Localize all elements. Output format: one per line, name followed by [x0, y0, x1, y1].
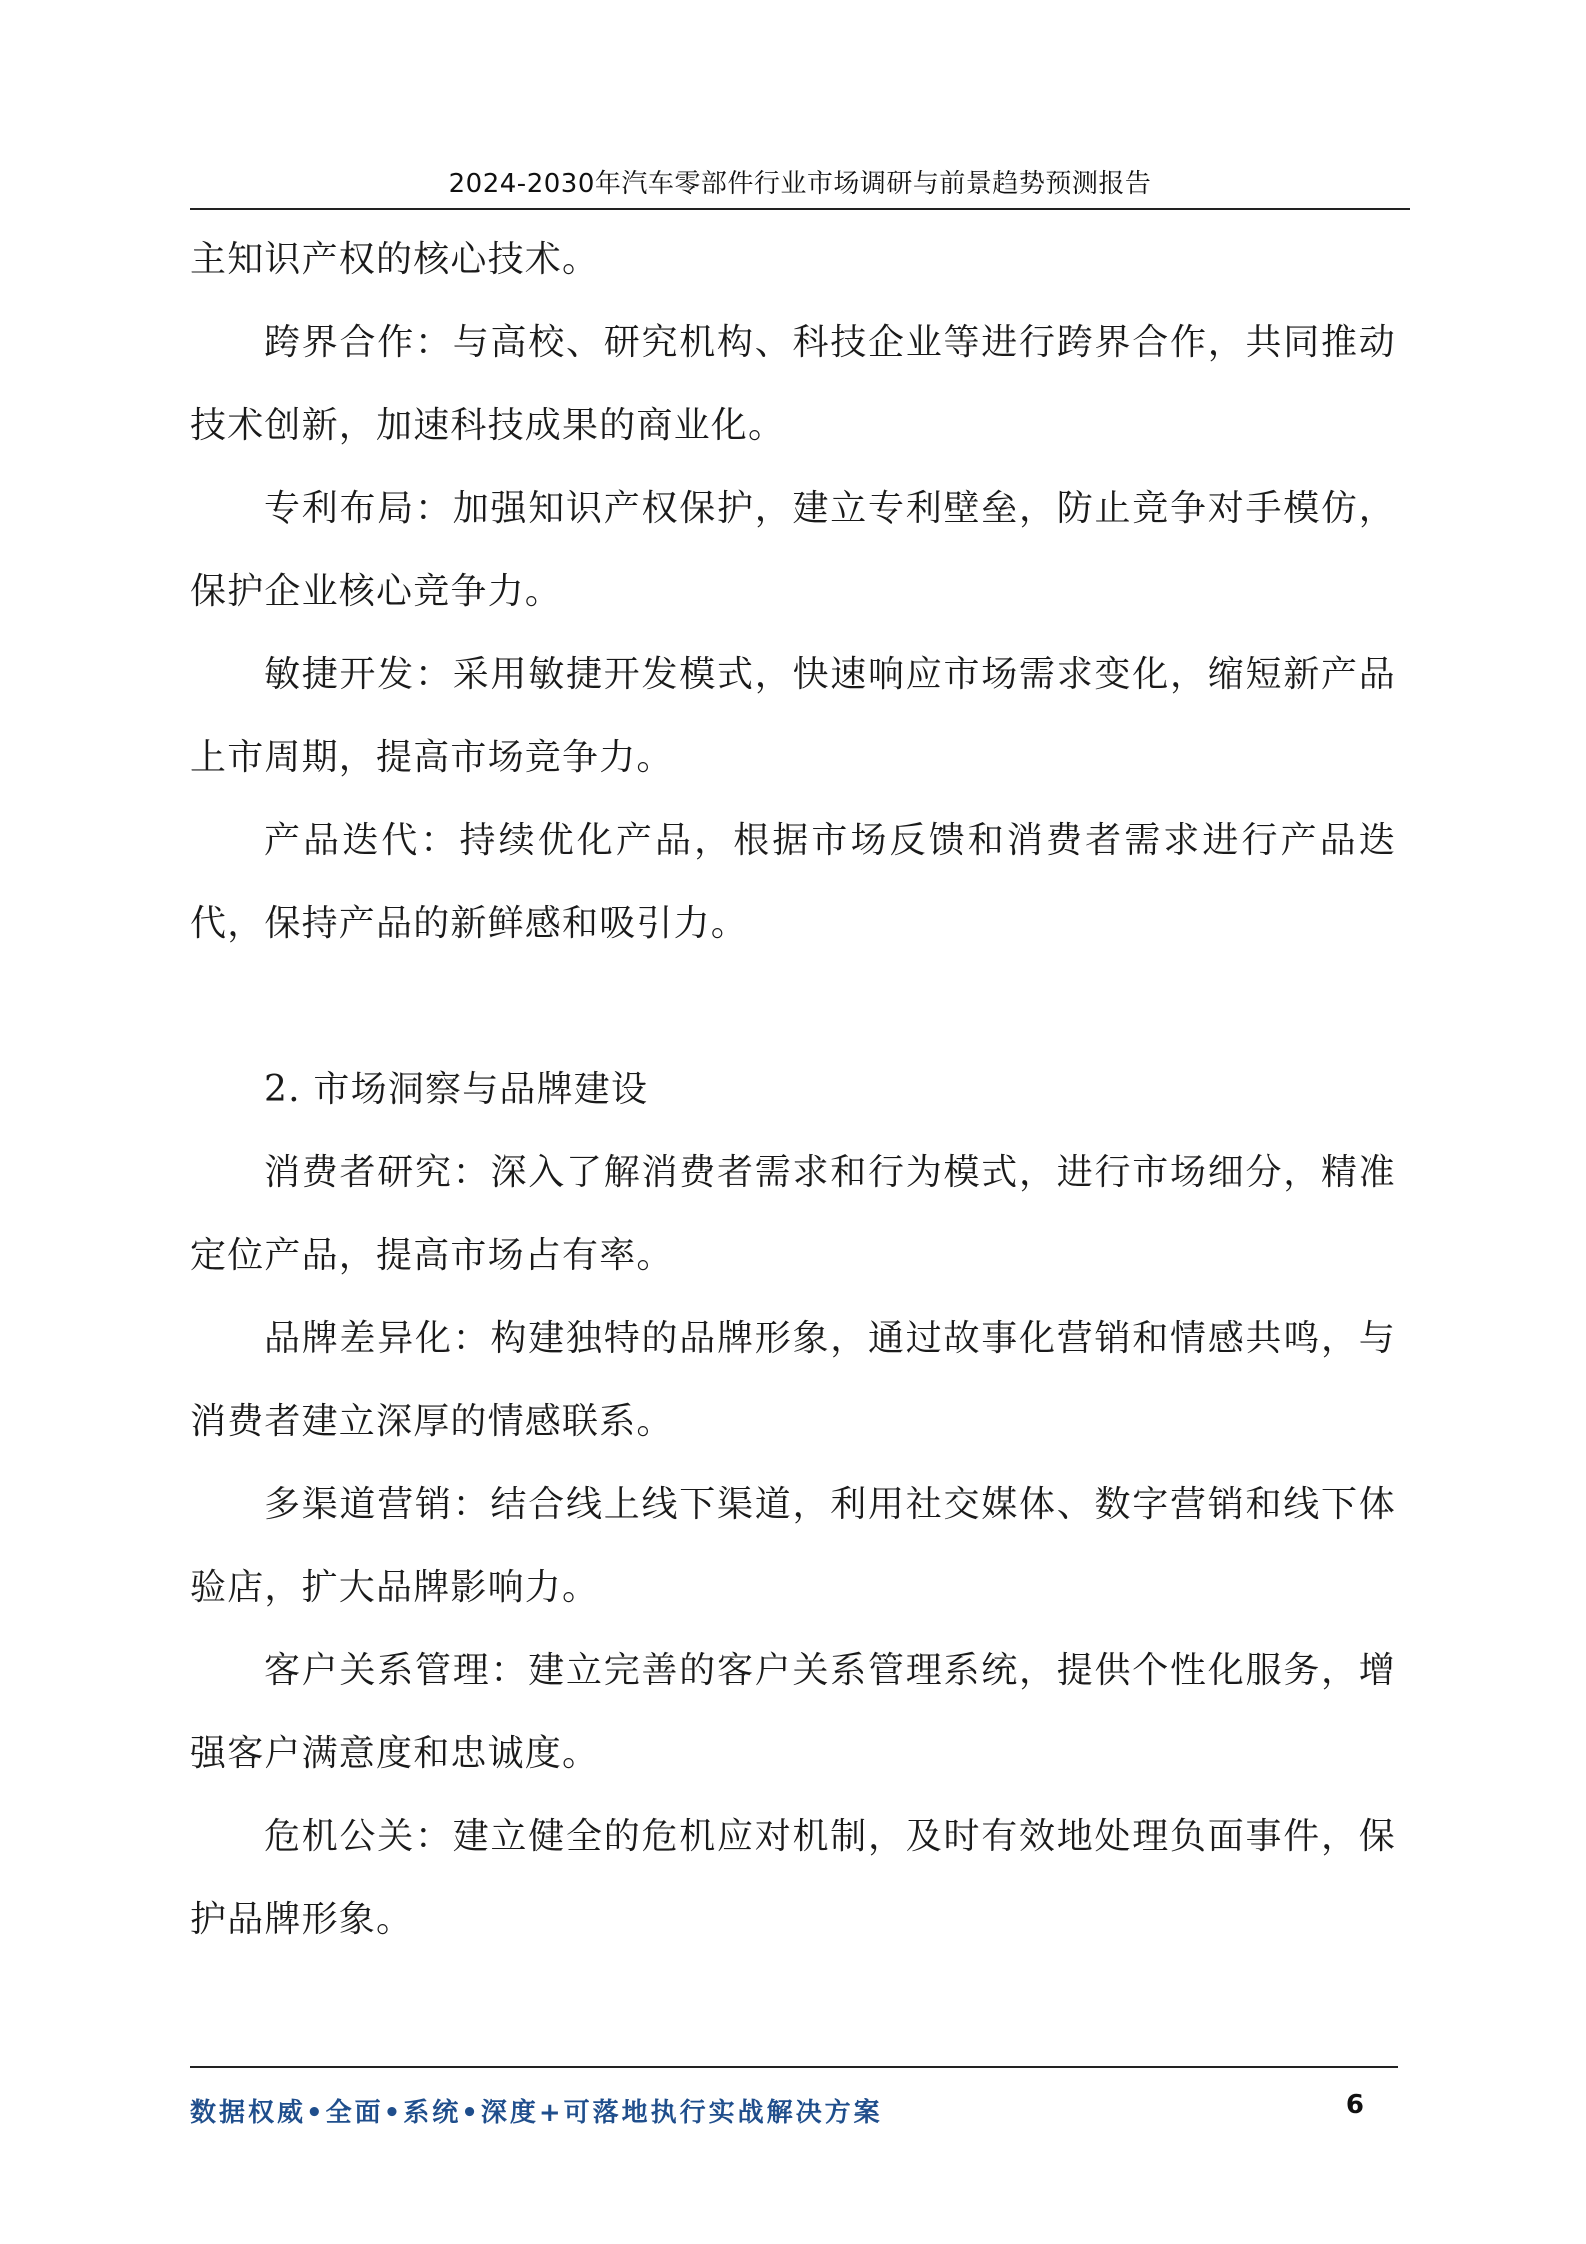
page-header	[190, 160, 1410, 210]
paragraph-crisis-pr: 危机公关：建立健全的危机应对机制，及时有效地处理负面事件，保护品牌形象。	[190, 1816, 1396, 1940]
paragraph-brand-differentiation: 品牌差异化：构建独特的品牌形象，通过故事化营销和情感共鸣，与消费者建立深厚的情感联系。	[190, 1318, 1396, 1442]
paragraph-crm: 客户关系管理：建立完善的客户关系管理系统，提供个性化服务，增强客户满意度和忠诚度。	[190, 1650, 1396, 1774]
paragraph-agile-development: 敏捷开发：采用敏捷开发模式，快速响应市场需求变化，缩短新产品上市周期，提高市场竞争力。	[190, 654, 1396, 778]
paragraph-product-iteration: 产品迭代：持续优化产品，根据市场反馈和消费者需求进行产品迭代，保持产品的新鲜感和吸引力。	[190, 820, 1396, 944]
paragraph-continuation: 主知识产权的核心技术。	[190, 239, 600, 280]
report-title: 2024-2030年汽车零部件行业市场调研与前景趋势预测报告	[448, 169, 1152, 199]
page-number: 6	[1345, 2090, 1364, 2120]
paragraph-patent-layout: 专利布局：加强知识产权保护，建立专利壁垒，防止竞争对手模仿，保护企业核心竞争力。	[190, 488, 1396, 612]
section-heading: 2. 市场洞察与品牌建设	[264, 1069, 649, 1110]
paragraph-multichannel-marketing: 多渠道营销：结合线上线下渠道，利用社交媒体、数字营销和线下体验店，扩大品牌影响力。	[190, 1484, 1396, 1608]
footer-slogan: 数据权威•全面•系统•深度+可落地执行实战解决方案	[190, 2098, 883, 2128]
paragraph-consumer-research: 消费者研究：深入了解消费者需求和行为模式，进行市场细分，精准定位产品，提高市场占有率。	[190, 1152, 1396, 1276]
paragraph-cross-cooperation: 跨界合作：与高校、研究机构、科技企业等进行跨界合作，共同推动技术创新，加速科技成果的商业化。	[190, 322, 1396, 446]
body-text	[190, 218, 1396, 1961]
footer-divider	[190, 2066, 1398, 2068]
